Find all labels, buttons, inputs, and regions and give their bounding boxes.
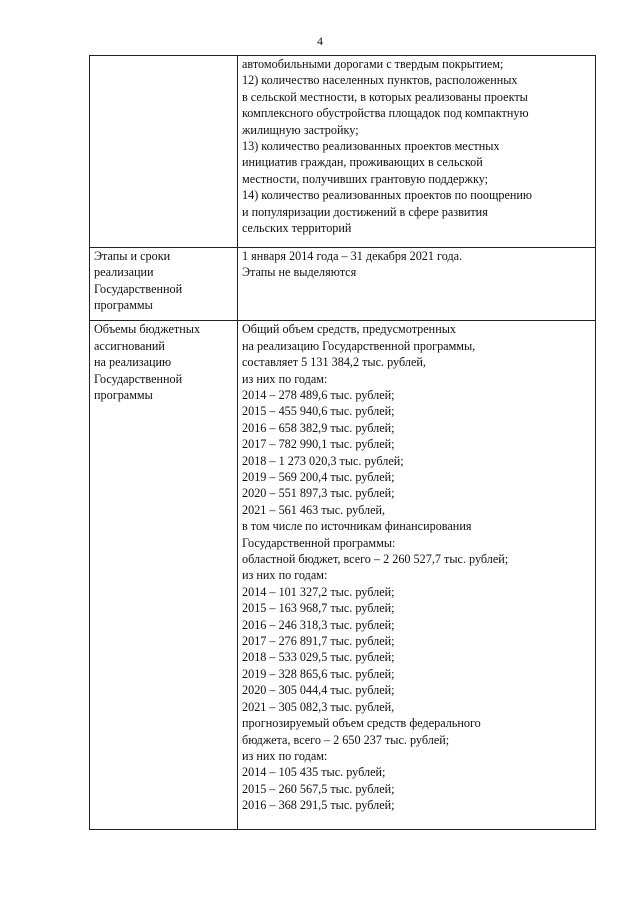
- content-line: 2018 – 533 029,5 тыс. рублей;: [242, 650, 395, 665]
- content-line: комплексного обустройства площадок под компактную: [242, 106, 529, 121]
- content-line: составляет 5 131 384,2 тыс. рублей,: [242, 355, 426, 370]
- label-line: Этапы и сроки: [94, 248, 171, 263]
- content-line: 2016 – 368 291,5 тыс. рублей;: [242, 798, 395, 813]
- content-line: в том числе по источникам финансирования: [242, 519, 472, 534]
- row-label-cell: [90, 321, 238, 830]
- content-line: в сельской местности, в которых реализованы проекты: [242, 89, 528, 104]
- content-line: Государственной программы:: [242, 535, 396, 550]
- content-line: Этапы не выделяются: [242, 265, 357, 280]
- row-label-cell: [90, 56, 238, 248]
- content-line: сельских территорий: [242, 221, 352, 236]
- label-line: реализации: [94, 265, 154, 280]
- row-content-cell: [238, 247, 596, 320]
- content-line: 2014 – 105 435 тыс. рублей;: [242, 765, 386, 780]
- table-row-indicators: [90, 56, 596, 248]
- label-line: Государственной: [94, 281, 183, 296]
- content-line: 2016 – 658 382,9 тыс. рублей;: [242, 420, 395, 435]
- content-line: на реализацию Государственной программы,: [242, 338, 476, 353]
- label-line: Объемы бюджетных: [94, 322, 201, 337]
- content-line: 2021 – 305 082,3 тыс. рублей,: [242, 699, 395, 714]
- content-line: 2018 – 1 273 020,3 тыс. рублей;: [242, 453, 404, 468]
- content-line: 2021 – 561 463 тыс. рублей,: [242, 502, 386, 517]
- label-line: программы: [94, 387, 153, 402]
- content-line: инициатив граждан, проживающих в сельской: [242, 155, 483, 170]
- content-line: местности, получивших грантовую поддержку;: [242, 171, 489, 186]
- content-line: 2014 – 278 489,6 тыс. рублей;: [242, 387, 395, 402]
- label-line: программы: [94, 298, 153, 313]
- content-line: 2015 – 260 567,5 тыс. рублей;: [242, 781, 395, 796]
- content-line: и популяризации достижений в сфере развития: [242, 204, 488, 219]
- row-label-cell: [90, 247, 238, 320]
- content-line: бюджета, всего – 2 650 237 тыс. рублей;: [242, 732, 450, 747]
- content-line: 2019 – 569 200,4 тыс. рублей;: [242, 470, 395, 485]
- content-line: из них по годам:: [242, 748, 328, 763]
- row-content-cell: [238, 321, 596, 830]
- content-line: 2019 – 328 865,6 тыс. рублей;: [242, 666, 395, 681]
- content-line: прогнозируемый объем средств федерального: [242, 716, 481, 731]
- content-line: 2017 – 276 891,7 тыс. рублей;: [242, 634, 395, 649]
- content-line: 2020 – 551 897,3 тыс. рублей;: [242, 486, 395, 501]
- content-line: 14) количество реализованных проектов по поощрению: [242, 188, 533, 203]
- content-line: Общий объем средств, предусмотренных: [242, 322, 456, 337]
- content-line: 13) количество реализованных проектов местных: [242, 139, 500, 154]
- content-line: областной бюджет, всего – 2 260 527,7 тыс. рублей;: [242, 552, 509, 567]
- content-line: жилищную застройку;: [242, 122, 359, 137]
- content-line: 2017 – 782 990,1 тыс. рублей;: [242, 437, 395, 452]
- label-line: на реализацию: [94, 355, 172, 370]
- row-content-cell: [238, 56, 596, 248]
- content-line: 12) количество населенных пунктов, расположенных: [242, 73, 518, 88]
- page-number: 4: [317, 34, 323, 48]
- content-line: 1 января 2014 года – 31 декабря 2021 года.: [242, 248, 463, 263]
- table-row-budget: [90, 321, 596, 830]
- label-line: Государственной: [94, 371, 183, 386]
- program-passport-table: [89, 55, 596, 830]
- label-line: ассигнований: [94, 338, 165, 353]
- table-row-stages: [90, 247, 596, 320]
- content-line: 2020 – 305 044,4 тыс. рублей;: [242, 683, 395, 698]
- content-line: 2016 – 246 318,3 тыс. рублей;: [242, 617, 395, 632]
- content-line: автомобильными дорогами с твердым покрытием;: [242, 57, 504, 71]
- content-line: из них по годам:: [242, 568, 328, 583]
- content-line: 2015 – 163 968,7 тыс. рублей;: [242, 601, 395, 616]
- content-line: из них по годам:: [242, 371, 328, 386]
- content-line: 2014 – 101 327,2 тыс. рублей;: [242, 584, 395, 599]
- content-line: 2015 – 455 940,6 тыс. рублей;: [242, 404, 395, 419]
